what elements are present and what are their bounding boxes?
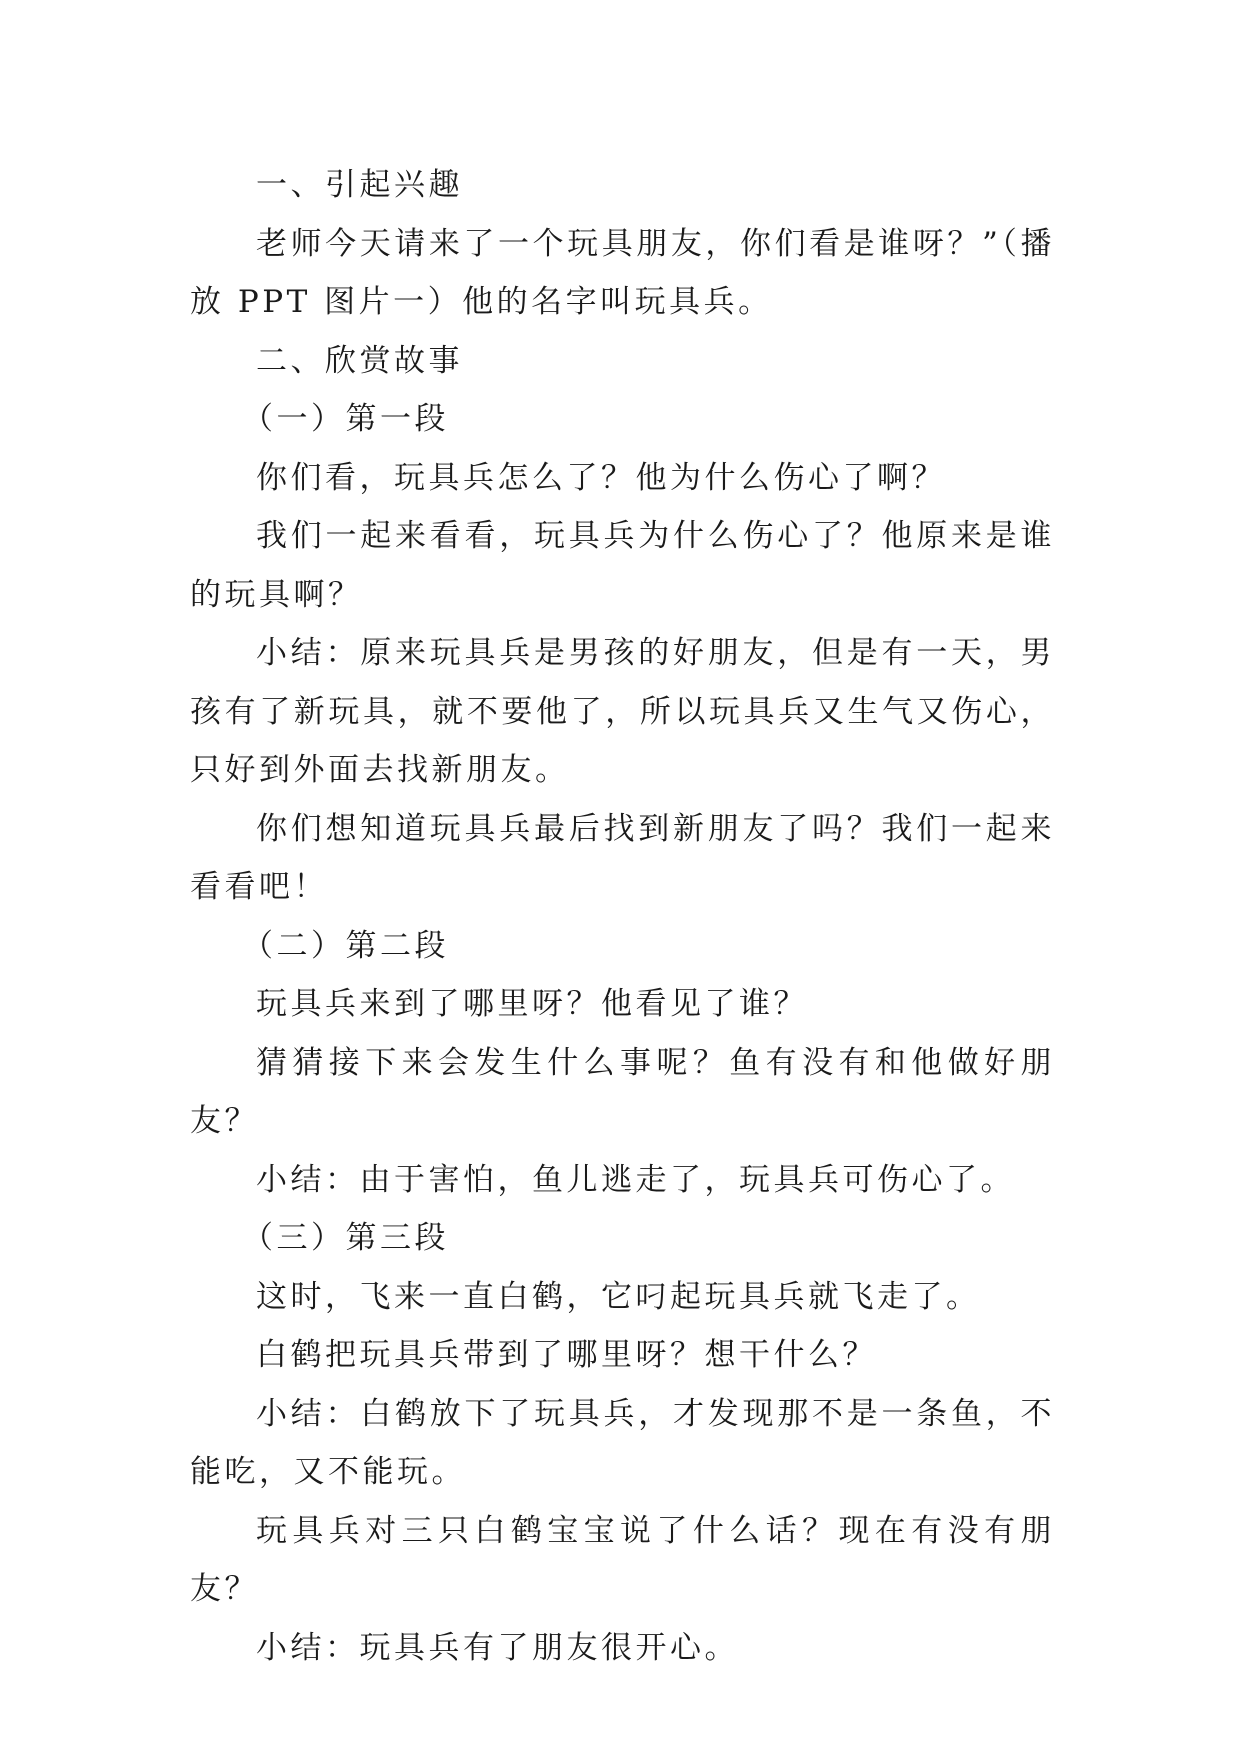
- paragraph-summary-4: 小结：玩具兵有了朋友很开心。: [256, 1629, 739, 1666]
- paragraph-question-6: 白鹤把玩具兵带到了哪里呀？想干什么？: [256, 1337, 877, 1373]
- paragraph-narration: 这时，飞来一直白鹤，它叼起玩具兵就飞走了。: [256, 1278, 981, 1315]
- subsection-heading-1: （一）第一段: [242, 401, 449, 437]
- paragraph-question-3: 你们想知道玩具兵最后找到新朋友了吗？我们一起来看看吧！: [190, 810, 1055, 905]
- paragraph-question-1: 你们看，玩具兵怎么了？他为什么伤心了啊？: [256, 459, 946, 496]
- section-heading-2: 二、欣赏故事: [256, 342, 463, 379]
- section-heading-1: 一、引起兴趣: [256, 167, 463, 203]
- subsection-heading-2: （二）第二段: [242, 927, 449, 964]
- paragraph-question-7: 玩具兵对三只白鹤宝宝说了什么话？现在有没有朋友？: [190, 1512, 1055, 1607]
- paragraph-summary-1: 小结：原来玩具兵是男孩的好朋友，但是有一天，男孩有了新玩具，就不要他了，所以玩具兵又生气又伤心，只好到外面去找新朋友。: [190, 635, 1055, 788]
- paragraph-summary-3: 小结：白鹤放下了玩具兵，才发现那不是一条鱼，不能吃，又不能玩。: [190, 1395, 1055, 1490]
- subsection-heading-3: （三）第三段: [242, 1220, 449, 1256]
- paragraph-summary-2: 小结：由于害怕，鱼儿逃走了，玩具兵可伤心了。: [256, 1161, 1015, 1198]
- paragraph-intro: 老师今天请来了一个玩具朋友，你们看是谁呀？”（播放 PPT 图片一）他的名字叫玩具兵。: [190, 225, 1055, 320]
- paragraph-question-5: 猜猜接下来会发生什么事呢？鱼有没有和他做好朋友？: [190, 1044, 1055, 1139]
- document-body: [190, 156, 1055, 1677]
- paragraph-question-4: 玩具兵来到了哪里呀？他看见了谁？: [256, 986, 808, 1022]
- paragraph-question-2: 我们一起来看看，玩具兵为什么伤心了？他原来是谁的玩具啊？: [190, 518, 1055, 613]
